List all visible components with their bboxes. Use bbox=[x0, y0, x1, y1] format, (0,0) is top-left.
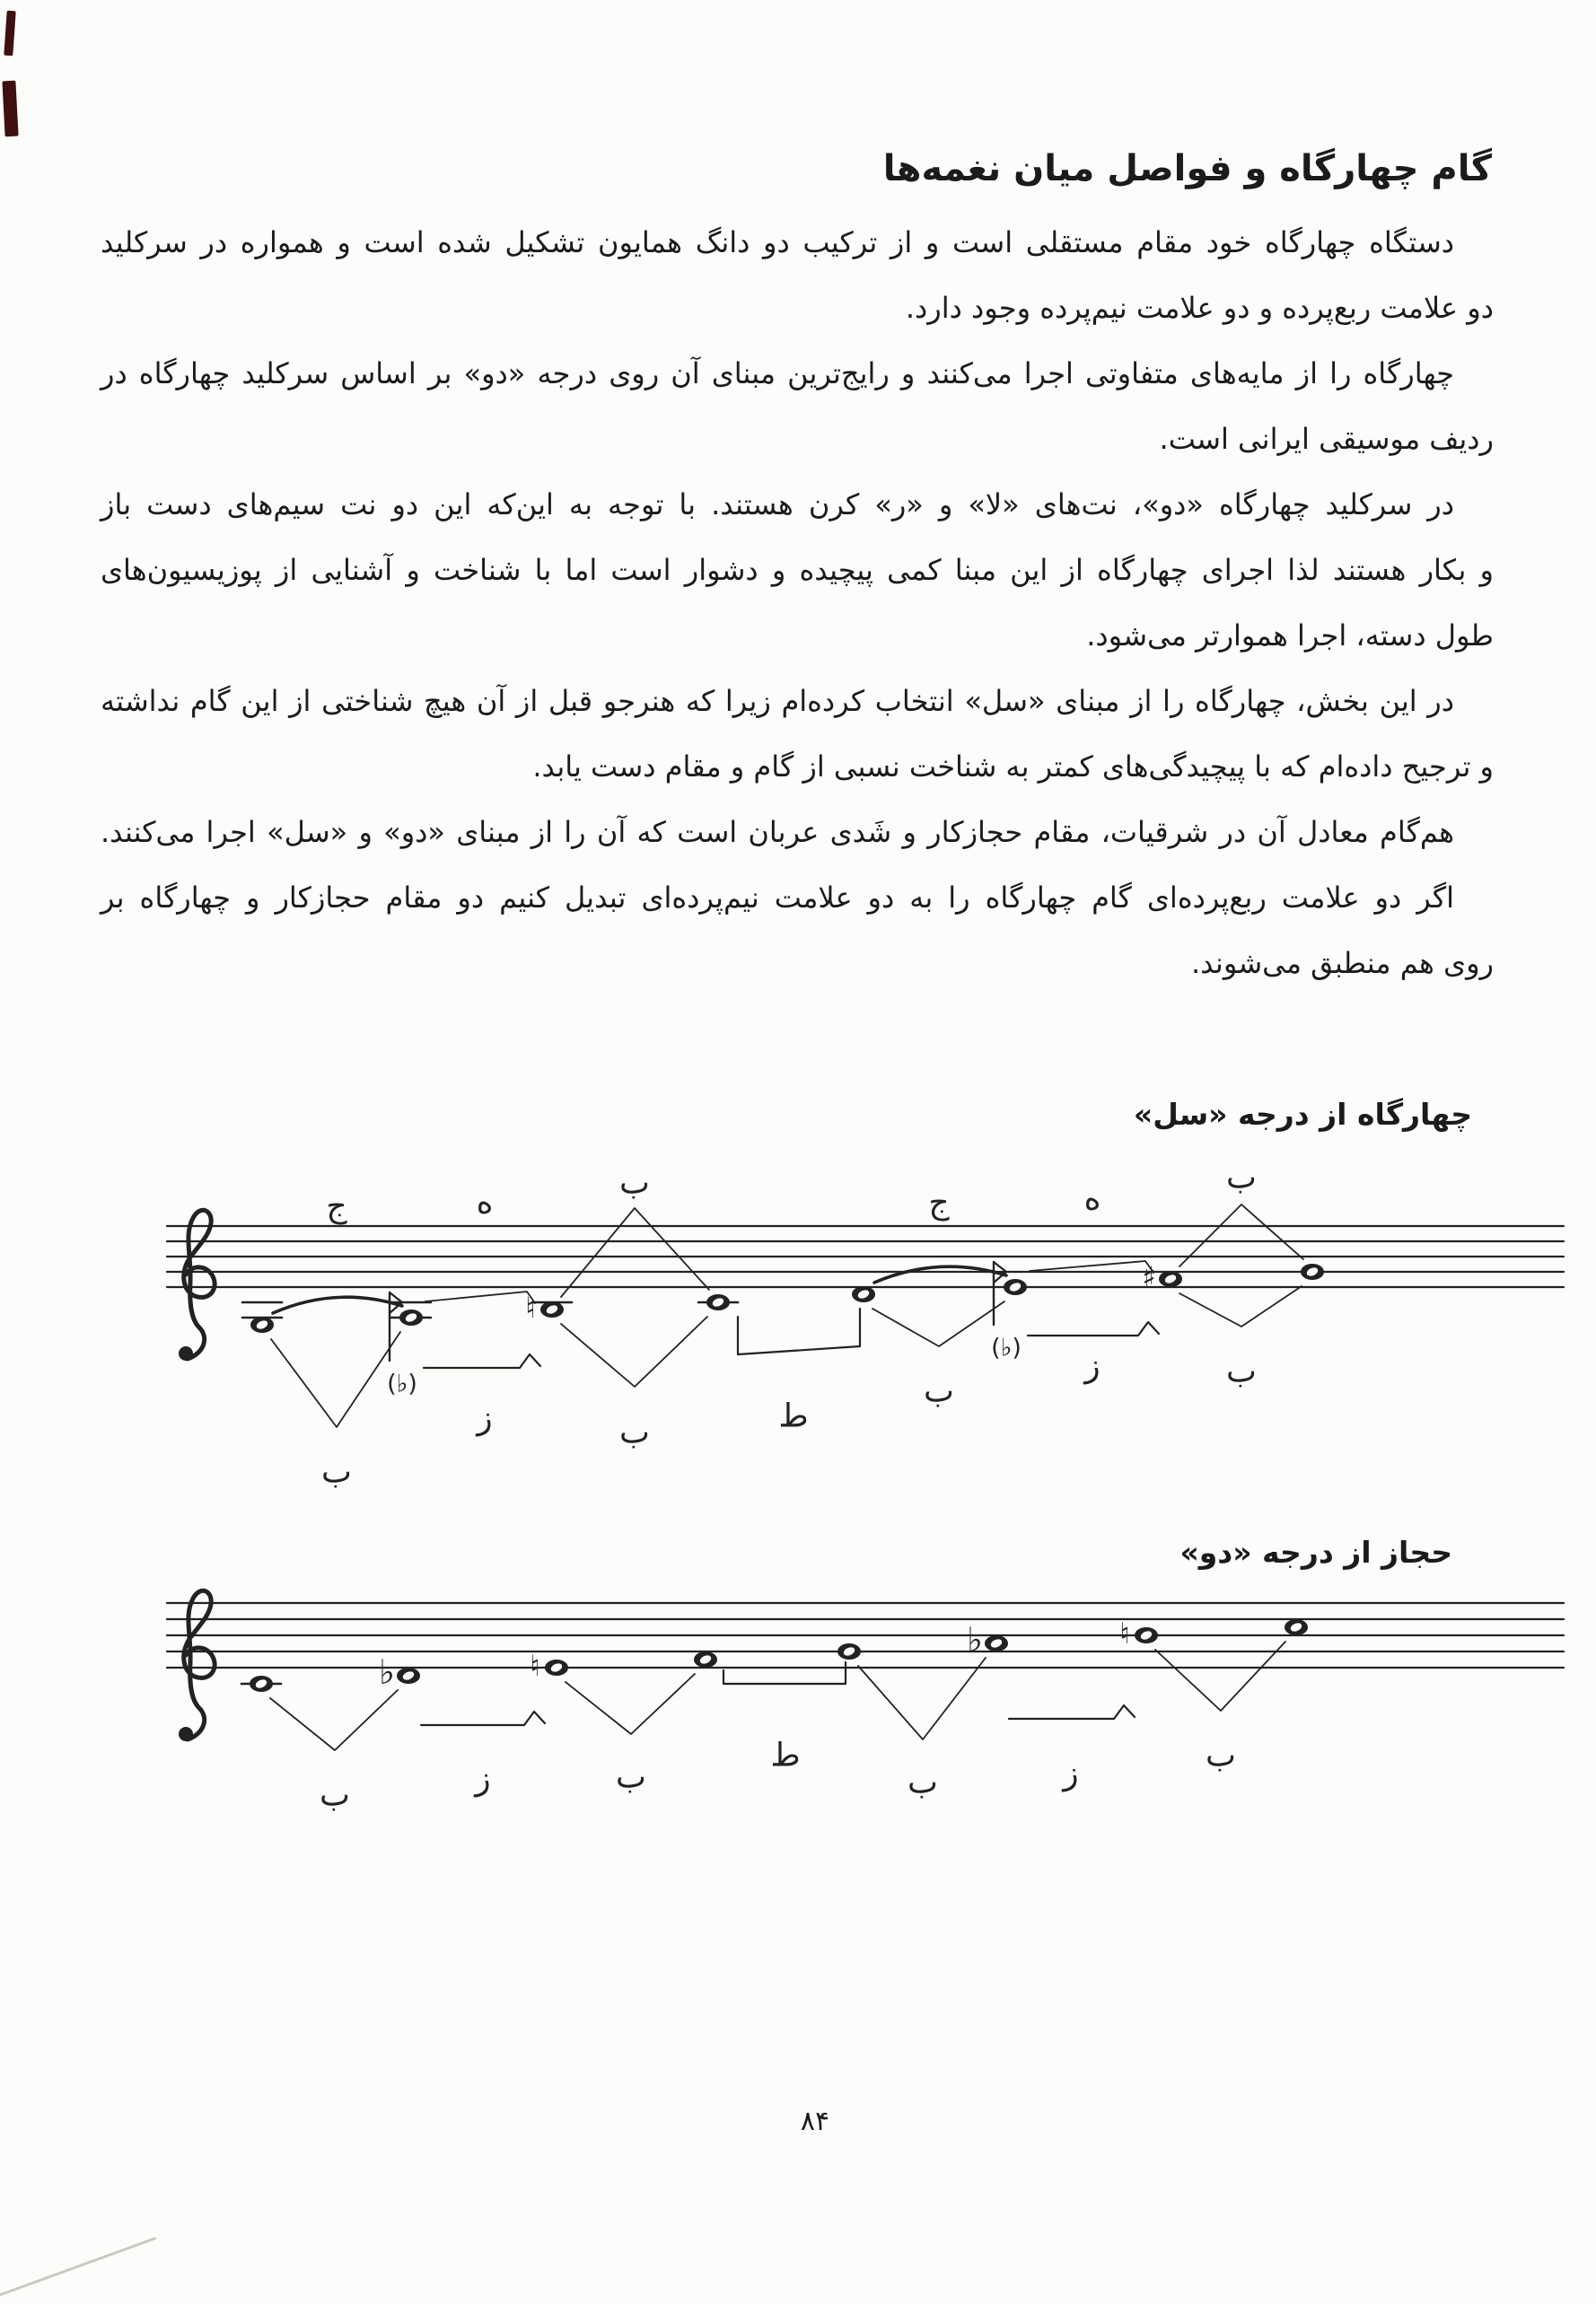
interval-label: ب bbox=[619, 1414, 650, 1451]
text-line: در این بخش، چهارگاه را از مبنای «سل» انتخاب کرده‌ام زیرا که هنرجو قبل از آن هیچ شناختی از این گام نداشته bbox=[101, 684, 1454, 718]
figure-caption: حجاز از درجه «دو» bbox=[1179, 1535, 1452, 1570]
interval-label: ب bbox=[1226, 1353, 1257, 1390]
interval-label: ط bbox=[770, 1737, 801, 1774]
interval-bracket bbox=[1028, 1322, 1159, 1336]
interval-vee bbox=[271, 1332, 400, 1427]
interval-label: ز bbox=[477, 1399, 493, 1437]
figure-caption: چهارگاه از درجه «سل» bbox=[1133, 1097, 1472, 1132]
interval-label: ج bbox=[928, 1184, 950, 1222]
treble-clef-ball bbox=[179, 1346, 193, 1361]
interval-label: ب bbox=[1226, 1159, 1257, 1196]
paren-flat-annotation: (♭) bbox=[991, 1334, 1022, 1362]
interval-vee bbox=[1179, 1286, 1302, 1327]
interval-caret bbox=[561, 1208, 709, 1297]
interval-vee bbox=[270, 1690, 398, 1750]
paren-flat-annotation: (♭) bbox=[387, 1370, 417, 1398]
text-line: و بکار هستند لذا اجرای چهارگاه از این مبنا کمی پیچیده و دشوار است اما با شناخت و آشنایی از پوزیسیون‌های bbox=[101, 553, 1494, 587]
interval-label: ز bbox=[475, 1760, 491, 1798]
flat-accidental: ♭ bbox=[967, 1620, 983, 1660]
slur bbox=[874, 1266, 1006, 1283]
text-line: در سرکلید چهارگاه «دو»، نت‌های «لا» و «ر» کرن هستند. با توجه به این‌که این دو نت سیم‌های دست باز bbox=[101, 487, 1454, 521]
text-line: هم‌گام معادل آن در شرقیات، مقام حجازکار و شَدی عربان است که آن را از مبنای «دو» و «سل» اجرا می‌کنند. bbox=[101, 815, 1454, 849]
treble-clef-icon bbox=[184, 1590, 215, 1739]
interval-label: ب bbox=[320, 1776, 350, 1814]
treble-clef-icon bbox=[184, 1210, 215, 1359]
text-line: و ترجیح داده‌ام که با پیچیدگی‌های کمتر به شناخت نسبی از گام و مقام دست یابد. bbox=[532, 749, 1494, 784]
page-number: ۸۴ bbox=[800, 2106, 830, 2137]
text-line: اگر دو علامت ربع‌پرده‌ای گام چهارگاه را به دو علامت نیم‌پرده‌ای تبدیل کنیم دو مقام حجازکار و چهارگاه بر bbox=[101, 880, 1454, 915]
interval-bracket bbox=[424, 1354, 540, 1368]
sharp-accidental: ♯ bbox=[1142, 1260, 1156, 1294]
interval-line-hook bbox=[425, 1292, 535, 1303]
interval-vee bbox=[566, 1674, 695, 1734]
natural-accidental: ♮ bbox=[530, 1649, 540, 1683]
natural-accidental: ♮ bbox=[525, 1291, 536, 1325]
interval-vee bbox=[873, 1301, 1004, 1346]
interval-label: ب bbox=[924, 1372, 954, 1410]
interval-label: ط bbox=[778, 1397, 809, 1435]
interval-label: ج bbox=[326, 1187, 347, 1225]
page-title: گام چهارگاه و فواصل میان نغمه‌ها bbox=[882, 147, 1492, 189]
interval-rect-bracket bbox=[723, 1662, 846, 1684]
interval-slant-bracket bbox=[738, 1309, 860, 1354]
interval-bracket bbox=[421, 1712, 545, 1725]
interval-label: ب bbox=[908, 1764, 938, 1801]
text-line: دو علامت ربع‌پرده و دو علامت نیم‌پرده وجود دارد. bbox=[905, 291, 1494, 325]
interval-label: ه bbox=[476, 1184, 494, 1222]
interval-label: ب bbox=[616, 1758, 646, 1796]
interval-vee bbox=[858, 1658, 986, 1739]
text-line: روی هم منطبق می‌شوند. bbox=[1190, 946, 1494, 980]
interval-label: ب bbox=[619, 1164, 650, 1202]
interval-label: ز bbox=[1063, 1755, 1079, 1792]
interval-label: ب bbox=[321, 1453, 352, 1491]
text-line: دستگاه چهارگاه خود مقام مستقلی است و از ترکیب دو دانگ همایون تشکیل شده است و همواره در سرکلید bbox=[101, 225, 1454, 259]
treble-clef-ball bbox=[179, 1727, 193, 1741]
text-line: ردیف موسیقی ایرانی است. bbox=[1159, 422, 1494, 456]
interval-label: ب bbox=[1206, 1737, 1236, 1774]
interval-label: ز bbox=[1084, 1347, 1101, 1385]
interval-label: ه bbox=[1083, 1180, 1101, 1218]
text-line: طول دسته، اجرا هموارتر می‌شود. bbox=[1086, 618, 1494, 653]
natural-accidental: ♮ bbox=[1119, 1616, 1130, 1651]
flat-accidental: ♭ bbox=[379, 1652, 395, 1692]
text-line: چهارگاه را از مایه‌های متفاوتی اجرا می‌کنند و رایج‌ترین مبنای آن روی درجه «دو» بر اساس سرکلید چهارگاه در bbox=[101, 356, 1454, 390]
interval-vee bbox=[561, 1317, 707, 1387]
interval-bracket bbox=[1009, 1705, 1135, 1719]
slur bbox=[273, 1297, 402, 1313]
